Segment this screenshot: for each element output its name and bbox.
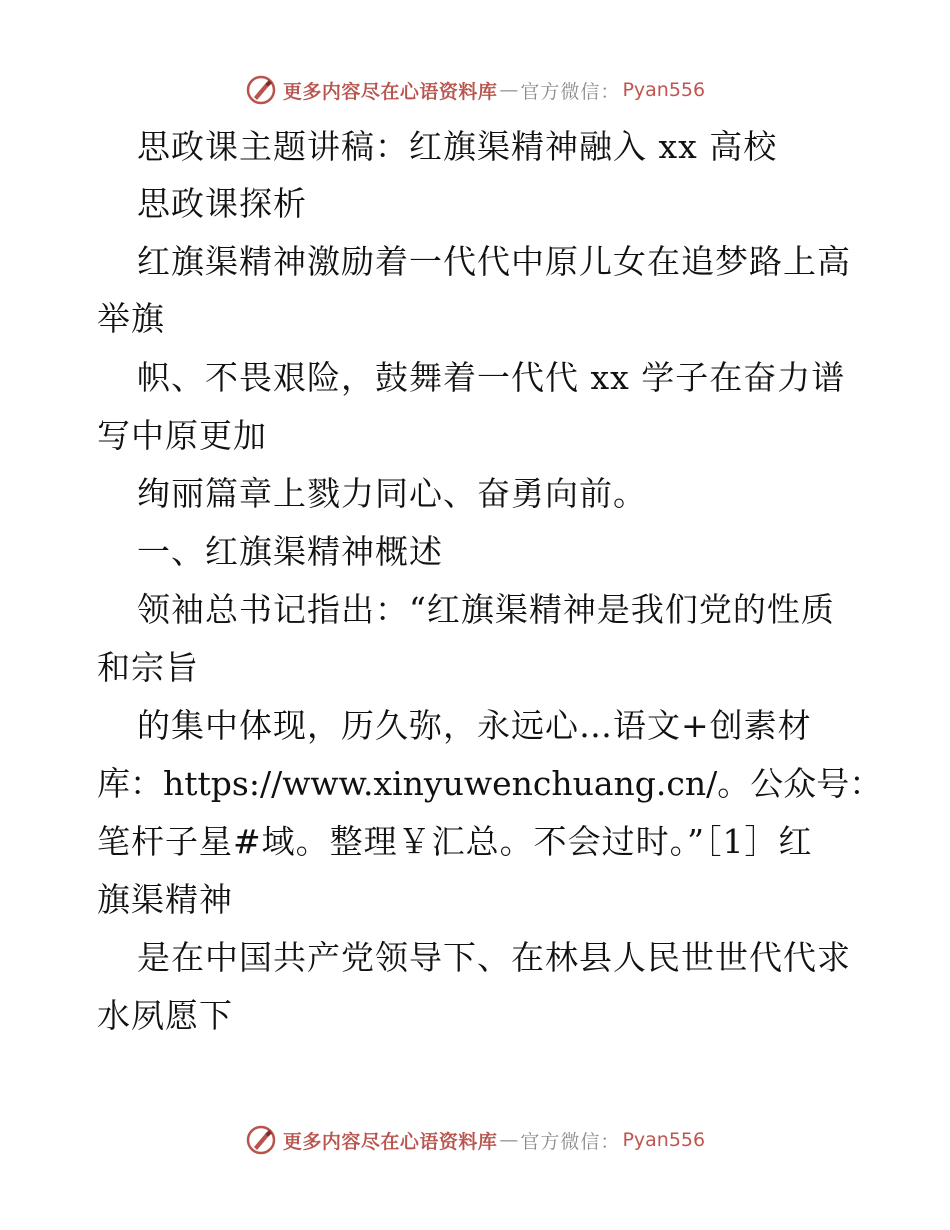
doc-section-heading: 一、红旗渠精神概述: [137, 532, 443, 571]
doc-paragraph-line: 库：https://www.xinyuwenchuang.cn/。公众号：: [97, 764, 883, 803]
doc-paragraph-line: 水夙愿下: [97, 996, 233, 1035]
doc-title-line-2: 思政课探析: [137, 184, 307, 223]
doc-paragraph-line: 举旗: [97, 299, 165, 338]
doc-title-line-1: 思政课主题讲稿：红旗渠精神融入 xx 高校: [137, 127, 778, 166]
doc-paragraph-line: 红旗渠精神激励着一代代中原儿女在追梦路上高: [137, 242, 851, 281]
doc-paragraph-line: 旗渠精神: [97, 880, 233, 919]
banner-dash: —: [499, 1129, 519, 1151]
pen-logo-icon: [245, 1124, 277, 1156]
doc-paragraph-line: 绚丽篇章上戮力同心、奋勇向前。: [137, 474, 647, 513]
banner-promo-text: 更多内容尽在心语资料库: [282, 80, 498, 103]
banner-dash: —: [499, 79, 519, 101]
banner-wechat-handle: Pyan556: [622, 1129, 706, 1151]
footer-watermark-banner: [0, 1122, 950, 1158]
doc-paragraph-line: 帜、不畏艰险，鼓舞着一代代 xx 学子在奋力谱: [137, 358, 846, 397]
doc-paragraph-line: 笔杆子星#域。整理￥汇总。不会过时。”［1］红: [97, 822, 813, 861]
banner-promo-text: 更多内容尽在心语资料库: [282, 1130, 498, 1153]
doc-paragraph-line: 是在中国共产党领导下、在林县人民世世代代求: [137, 938, 851, 977]
doc-paragraph-line: 领袖总书记指出：“红旗渠精神是我们党的性质: [137, 590, 835, 629]
banner-official-label: 官方微信：: [520, 80, 621, 103]
doc-paragraph-line: 和宗旨: [97, 648, 199, 687]
header-watermark-banner: [0, 72, 950, 108]
banner-wechat-handle: Pyan556: [622, 79, 706, 101]
doc-paragraph-line: 写中原更加: [97, 416, 267, 455]
banner-official-label: 官方微信：: [520, 1130, 621, 1153]
doc-paragraph-line: 的集中体现，历久弥，永远心…语文+创素材: [137, 706, 812, 745]
pen-logo-icon: [245, 74, 277, 106]
